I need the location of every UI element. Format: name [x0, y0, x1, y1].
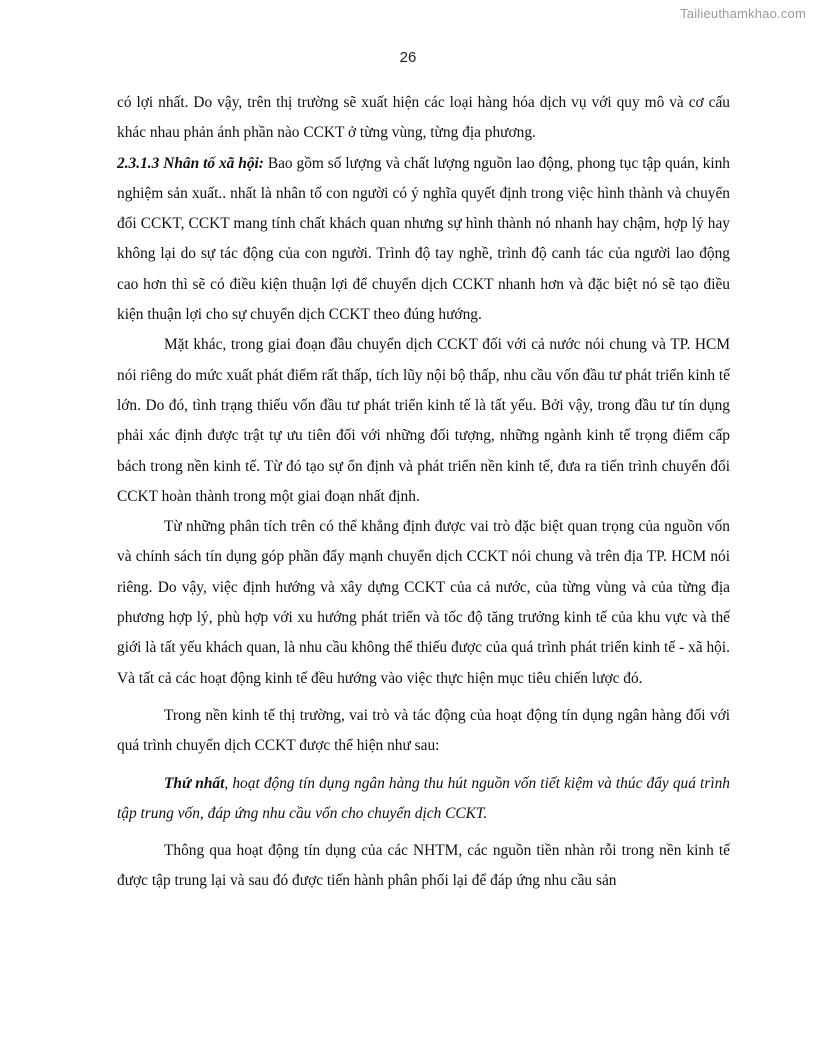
paragraph-3: Mặt khác, trong giai đoạn đầu chuyển dịch CCKT đối với cả nước nói chung và TP. HCM nói riêng do mức xuất phát điểm rất thấp, tích lũy nội bộ thấp, nhu cầu vốn đầu tư phát triển kinh tế lớn. Do đó, tình trạng thiếu vốn đầu tư phát triển kinh tế là tất yếu. Bởi vậy, trong đầu tư tín dụng phải xác định được trật tự ưu tiên đối với những đối tượng, những ngành kinh tế trọng điểm cấp bách trong nền kinh tế. Từ đó tạo sự ổn định và phát triển nền kinh tế, đưa ra tiến trình chuyển đổi CCKT hoàn thành trong một giai đoạn nhất định.: [117, 336, 730, 505]
watermark: Tailieuthamkhao.com: [680, 6, 806, 21]
paragraph-4: Từ những phân tích trên có thể khẳng định được vai trò đặc biệt quan trọng của nguồn vốn và chính sách tín dụng góp phần đẩy mạnh chuyển dịch CCKT nói chung và trên địa TP. HCM nói riêng. Do vậy, việc định hướng và xây dựng CCKT của cả nước, của từng vùng và của từng địa phương hợp lý, phù hợp với xu hướng phát triển và tốc độ tăng trưởng kinh tế của khu vực và thế giới là tất yếu khách quan, là nhu cầu không thể thiếu được của quá trình phát triển kinh tế - xã hội. Và tất cả các hoạt động kinh tế đều hướng vào việc thực hiện mục tiêu chiến lược đó.: [117, 518, 730, 687]
lead-phrase: Thứ nhất: [164, 774, 225, 792]
paragraph-2-body: Bao gồm số lượng và chất lượng nguồn lao động, phong tục tập quán, kinh nghiệm sản xuất.. nhất là nhân tố con người có ý nghĩa quyết định trong việc hình thành và chuyển đổi CCKT, CCKT mang tính chất khách quan nhưng sự hình thành nó nhanh hay chậm, hợp lý hay không lại do sự tác động của con người. Trình độ tay nghề, trình độ canh tác của người lao động cao hơn thì sẽ có điều kiện thuận lợi để chuyển dịch CCKT nhanh hơn và đặc biệt nó sẽ tạo điều kiện thuận lợi cho sự chuyển dịch CCKT theo đúng hướng.: [117, 154, 730, 324]
page-number: 26: [399, 49, 417, 66]
paragraph-7: Thông qua hoạt động tín dụng của các NHTM, các nguồn tiền nhàn rỗi trong nền kinh tế được tập trung lại và sau đó được tiến hành phân phối lại để đáp ứng nhu cầu sản: [117, 842, 730, 890]
section-heading: 2.3.1.3 Nhân tố xã hội:: [117, 154, 264, 172]
paragraph-6: [117, 769, 730, 830]
paragraph-5: Trong nền kinh tế thị trường, vai trò và tác động của hoạt động tín dụng ngân hàng đối với quá trình chuyển dịch CCKT được thể hiện như sau:: [117, 706, 730, 755]
paragraph-6-body: , hoạt động tín dụng ngân hàng thu hút nguồn vốn tiết kiệm và thúc đẩy quá trình tập trung vốn, đáp ứng nhu cầu vốn cho chuyển dịch CCKT.: [117, 774, 730, 822]
paragraph-2: [117, 149, 730, 331]
document-body: [117, 88, 730, 897]
paragraph-1: có lợi nhất. Do vậy, trên thị trường sẽ xuất hiện các loại hàng hóa dịch vụ với quy mô và cơ cấu khác nhau phản ánh phần nào CCKT ở từng vùng, từng địa phương.: [117, 94, 730, 142]
